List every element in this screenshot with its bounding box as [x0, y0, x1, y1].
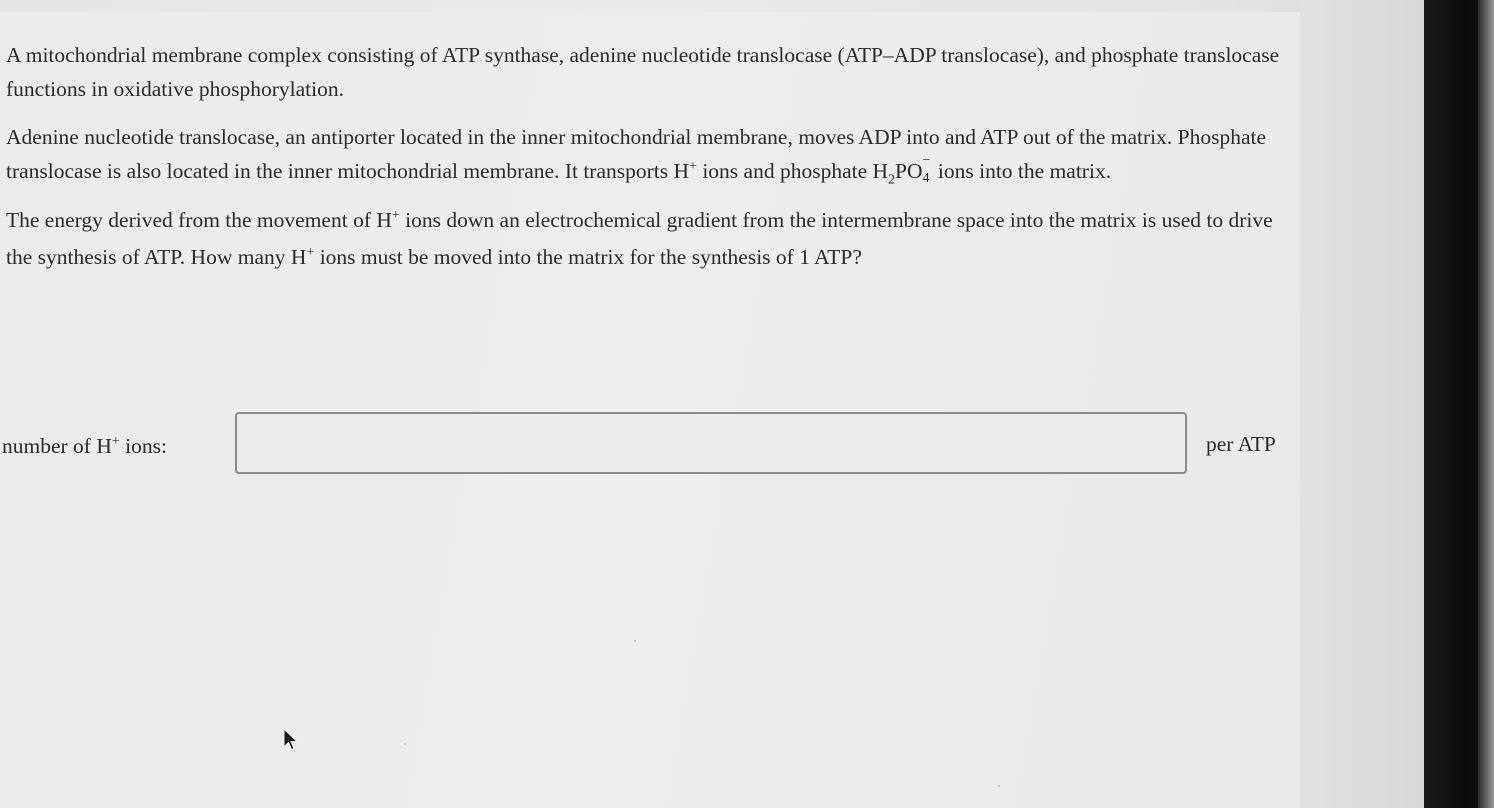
- h-plus-superscript: +: [391, 207, 400, 223]
- question-content: [6, 38, 1296, 290]
- answer-input[interactable]: [235, 412, 1187, 474]
- answer-label-text-a: number of H: [2, 434, 112, 458]
- answer-label-text-b: ions:: [119, 434, 167, 458]
- h-plus-superscript: +: [689, 158, 697, 174]
- paragraph-3-text-c: ions must be moved into the matrix for the synthesis of 1 ATP?: [314, 245, 862, 269]
- po4-charge-subsup: [922, 153, 933, 186]
- right-gutter: [1300, 0, 1424, 808]
- paragraph-2-text-d: ions into the matrix.: [932, 159, 1112, 183]
- mouse-pointer-icon: [283, 728, 299, 752]
- screen-speck: [998, 785, 1000, 787]
- screen-speck: [634, 640, 636, 642]
- screen-speck: [404, 743, 406, 745]
- question-panel: [0, 12, 1301, 808]
- paragraph-2-text-a: Adenine nucleotide translocase, an antiporter located in the inner mitochondrial membrane, moves ADP into and ATP out of the matrix. Phosphate translocase is also located in the inner mitochondrial membrane. It transports H: [6, 125, 1267, 183]
- answer-label: [2, 434, 167, 459]
- answer-row: [0, 412, 1300, 474]
- paragraph-3-text-b: ions down an electrochemical gradient from the intermembrane space into the matrix is used to drive the synthesis of ATP. How many H: [6, 208, 1273, 269]
- paragraph-2-text-c: PO: [895, 159, 923, 183]
- paragraph-3-text-a: The energy derived from the movement of H: [6, 208, 392, 232]
- monitor-bezel-edge: [1478, 0, 1494, 808]
- answer-unit: per ATP: [1206, 432, 1276, 456]
- question-paragraph-1: [6, 38, 1296, 106]
- question-paragraph-3: [6, 202, 1296, 276]
- h-plus-superscript: +: [111, 433, 120, 449]
- minus-superscript: −: [922, 153, 931, 168]
- h-plus-superscript: +: [306, 244, 315, 260]
- paragraph-1-text: A mitochondrial membrane complex consisting of ATP synthase, adenine nucleotide translocase (ATP–ADP translocase), and phosphate translocase functions in oxidative phosphorylation.: [6, 43, 1280, 101]
- subscript-2: 2: [888, 172, 896, 188]
- question-paragraph-2: [6, 120, 1296, 188]
- subscript-4: 4: [922, 171, 930, 186]
- paragraph-2-text-b: ions and phosphate H: [696, 159, 889, 183]
